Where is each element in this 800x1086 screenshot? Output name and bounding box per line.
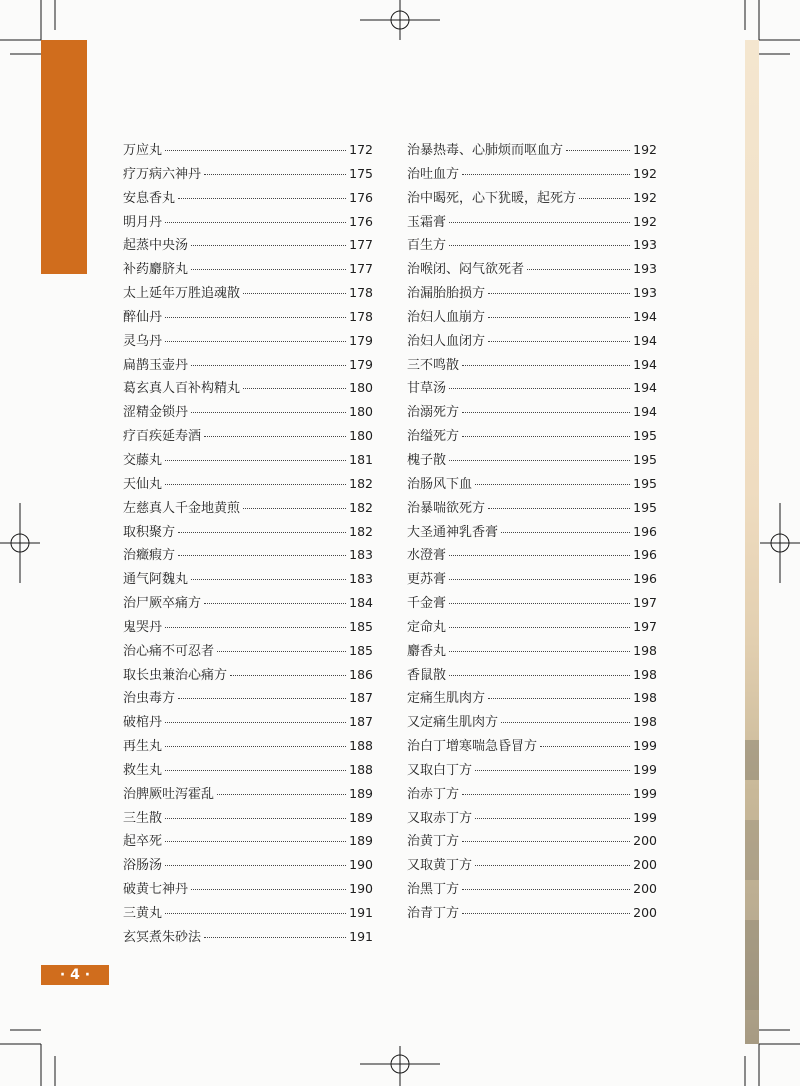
toc-entry-page: 192 — [633, 165, 657, 181]
dot-leader — [449, 245, 630, 246]
toc-entry-page: 183 — [349, 571, 373, 587]
dot-leader — [449, 388, 630, 389]
toc-entry-title: 疗万病六神丹 — [123, 166, 202, 182]
toc-entry[interactable] — [407, 425, 657, 449]
dot-leader — [230, 675, 346, 676]
dot-leader — [165, 222, 346, 223]
dot-leader — [501, 532, 630, 533]
toc-entry[interactable] — [123, 568, 373, 592]
toc-entry-page: 199 — [633, 809, 657, 825]
dot-leader — [217, 794, 346, 795]
dot-leader — [165, 818, 346, 819]
toc-entry[interactable] — [407, 377, 657, 401]
toc-entry-title: 葛玄真人百补构精丸 — [123, 381, 241, 397]
toc-entry[interactable] — [123, 521, 373, 545]
toc-entry-page: 195 — [633, 428, 657, 444]
toc-entry-title: 又取白丁方 — [407, 762, 473, 778]
toc-entry-title: 治肠风下血 — [407, 476, 473, 492]
toc-entry[interactable] — [407, 830, 657, 854]
toc-entry-title: 水澄膏 — [407, 548, 447, 564]
dot-leader — [488, 293, 630, 294]
toc-entry[interactable] — [407, 282, 657, 306]
toc-entry[interactable] — [407, 497, 657, 521]
toc-entry[interactable] — [123, 425, 373, 449]
toc-entry[interactable] — [407, 234, 657, 258]
dot-leader — [217, 651, 346, 652]
toc-entry[interactable] — [123, 902, 373, 926]
toc-entry-page: 191 — [349, 905, 373, 920]
dot-leader — [462, 412, 630, 413]
dot-leader — [165, 150, 346, 151]
dot-leader — [165, 865, 346, 866]
toc-entry-page: 180 — [349, 380, 373, 396]
toc-entry-page: 198 — [633, 642, 657, 658]
toc-entry-page: 185 — [349, 618, 373, 634]
toc-entry-title: 治暴热毒、心肺烦而呕血方 — [407, 143, 564, 158]
toc-entry-title: 治喉闭、闷气欲死者 — [407, 262, 525, 278]
toc-entry-page: 199 — [633, 785, 657, 801]
toc-entry[interactable] — [407, 616, 657, 640]
dot-leader — [488, 317, 630, 318]
toc-entry[interactable] — [123, 854, 373, 878]
toc-entry-page: 180 — [349, 428, 373, 444]
dot-leader — [579, 198, 630, 199]
toc-entry-title: 再生丸 — [123, 739, 163, 755]
toc-entry[interactable] — [123, 187, 373, 211]
toc-entry[interactable] — [407, 878, 657, 902]
toc-entry-title: 又取黄丁方 — [407, 858, 473, 874]
toc-entry-page: 187 — [349, 690, 373, 706]
toc-entry-title: 槐子散 — [407, 452, 447, 468]
toc-entry-title: 大圣通神乳香膏 — [407, 524, 499, 540]
dot-leader — [191, 269, 346, 270]
dot-leader — [449, 627, 630, 628]
toc-entry-page: 194 — [633, 404, 657, 420]
toc-entry[interactable] — [123, 377, 373, 401]
toc-entry[interactable] — [407, 592, 657, 616]
toc-entry-page: 188 — [349, 761, 373, 777]
dot-leader — [165, 460, 346, 461]
toc-entry-title: 取积聚方 — [123, 524, 176, 540]
toc-entry[interactable] — [407, 139, 657, 163]
toc-entry-page: 183 — [349, 547, 373, 563]
toc-entry-title: 取长虫兼治心痛方 — [123, 667, 228, 683]
dot-leader — [462, 841, 630, 842]
toc-entry-title: 交藤丸 — [123, 452, 163, 468]
toc-entry[interactable] — [123, 878, 373, 902]
toc-entry-page: 200 — [633, 881, 657, 897]
toc-entry[interactable] — [407, 807, 657, 831]
toc-entry[interactable] — [123, 139, 373, 163]
toc-entry-title: 玄冥煮朱砂法 — [123, 929, 202, 945]
dot-leader — [501, 722, 630, 723]
dot-leader — [165, 746, 346, 747]
dot-leader — [165, 341, 346, 342]
dot-leader — [540, 746, 630, 747]
toc-entry-page: 176 — [349, 189, 373, 205]
toc-entry-page: 189 — [349, 833, 373, 849]
toc-entry-page: 178 — [349, 308, 373, 324]
toc-entry-title: 左慈真人千金地黄煎 — [123, 500, 241, 516]
toc-column-left — [123, 139, 373, 950]
toc-entry[interactable] — [407, 521, 657, 545]
toc-entry-title: 百生方 — [407, 238, 447, 254]
dot-leader — [178, 198, 346, 199]
toc-entry-title: 灵乌丹 — [123, 333, 163, 349]
toc-entry-title: 破棺丹 — [123, 715, 163, 731]
toc-entry-page: 190 — [349, 857, 373, 873]
toc-entry[interactable] — [123, 807, 373, 831]
toc-entry[interactable] — [123, 473, 373, 497]
toc-entry-title: 起卒死 — [123, 834, 163, 850]
toc-entry-page: 194 — [633, 356, 657, 372]
dot-leader — [191, 365, 346, 366]
dot-leader — [566, 150, 630, 151]
toc-entry-title: 治吐血方 — [407, 166, 460, 182]
toc-entry-title: 更苏膏 — [407, 572, 447, 588]
dot-leader — [488, 698, 630, 699]
toc-entry-page: 198 — [633, 714, 657, 730]
dot-leader — [449, 579, 630, 580]
toc-entry-title: 破黄七神丹 — [123, 882, 189, 898]
toc-entry[interactable] — [123, 497, 373, 521]
toc-entry-page: 180 — [349, 404, 373, 420]
toc-entry-page: 199 — [633, 738, 657, 754]
toc-entry-title: 治心痛不可忍者 — [123, 643, 215, 659]
toc-entry-page: 172 — [349, 142, 373, 157]
toc-entry[interactable] — [123, 687, 373, 711]
dot-leader — [165, 317, 346, 318]
toc-entry-title: 涩精金锁丹 — [123, 405, 189, 421]
toc-entry[interactable] — [123, 449, 373, 473]
toc-entry-title: 治脾厥吐泻霍乱 — [123, 786, 215, 802]
toc-entry-title: 天仙丸 — [123, 476, 163, 492]
toc-entry[interactable] — [123, 401, 373, 425]
toc-entry-title: 通气阿魏丸 — [123, 572, 189, 588]
toc-entry-page: 177 — [349, 237, 373, 253]
toc-entry[interactable] — [123, 354, 373, 378]
toc-entry[interactable] — [407, 759, 657, 783]
toc-entry[interactable] — [123, 926, 373, 950]
toc-entry[interactable] — [123, 234, 373, 258]
toc-entry-title: 治缢死方 — [407, 429, 460, 445]
toc-entry-title: 鬼哭丹 — [123, 619, 163, 635]
toc-entry-title: 补药麝脐丸 — [123, 262, 189, 278]
toc-entry-title: 定痛生肌肉方 — [407, 691, 486, 707]
toc-entry-title: 治暴喘欲死方 — [407, 500, 486, 516]
toc-entry-page: 195 — [633, 475, 657, 491]
toc-entry[interactable] — [123, 759, 373, 783]
dot-leader — [527, 269, 630, 270]
toc-entry-page: 181 — [349, 451, 373, 467]
dot-leader — [449, 651, 630, 652]
dot-leader — [178, 532, 346, 533]
toc-entry-page: 184 — [349, 595, 373, 611]
toc-entry-title: 治妇人血崩方 — [407, 309, 486, 325]
toc-entry-page: 195 — [633, 451, 657, 467]
toc-entry-page: 193 — [633, 261, 657, 277]
dot-leader — [462, 794, 630, 795]
toc-entry-title: 治漏胎胎损方 — [407, 286, 486, 302]
toc-entry[interactable] — [123, 282, 373, 306]
toc-entry-page: 175 — [349, 165, 373, 181]
toc-entry[interactable] — [407, 449, 657, 473]
dot-leader — [462, 174, 630, 175]
toc-entry-title: 浴肠汤 — [123, 858, 163, 874]
toc-entry-page: 193 — [633, 237, 657, 253]
toc-entry-title: 治虫毒方 — [123, 691, 176, 707]
toc-entry-title: 治中暍死，心下犹暖，起死方 — [407, 190, 577, 206]
dot-leader — [462, 913, 630, 914]
toc-entry-title: 治黄丁方 — [407, 834, 460, 850]
toc-entry-title: 三生散 — [123, 810, 163, 826]
toc-entry[interactable] — [407, 306, 657, 330]
toc-entry-title: 又取赤丁方 — [407, 810, 473, 826]
dot-leader — [204, 603, 346, 604]
dot-leader — [462, 436, 630, 437]
dot-leader — [165, 484, 346, 485]
toc-entry-title: 起蒸中央汤 — [123, 238, 189, 254]
toc-entry[interactable] — [123, 258, 373, 282]
toc-entry-page: 177 — [349, 261, 373, 277]
toc-entry[interactable] — [407, 473, 657, 497]
toc-entry-page: 179 — [349, 356, 373, 372]
toc-entry[interactable] — [123, 783, 373, 807]
dot-leader — [488, 508, 630, 509]
toc-entry-title: 又定痛生肌肉方 — [407, 715, 499, 731]
toc-entry[interactable] — [123, 544, 373, 568]
toc-entry-page: 196 — [633, 523, 657, 539]
dot-leader — [204, 436, 346, 437]
dot-leader — [243, 293, 346, 294]
toc-entry-page: 189 — [349, 785, 373, 801]
toc-entry-title: 明月丹 — [123, 214, 163, 230]
toc-entry-page: 194 — [633, 308, 657, 324]
dot-leader — [449, 222, 630, 223]
toc-entry-page: 197 — [633, 595, 657, 611]
toc-entry[interactable] — [407, 163, 657, 187]
toc-entry[interactable] — [123, 592, 373, 616]
toc-entry-page: 187 — [349, 714, 373, 730]
dot-leader — [165, 913, 346, 914]
toc-entry[interactable] — [407, 640, 657, 664]
toc-entry-page: 193 — [633, 285, 657, 301]
toc-entry[interactable] — [407, 401, 657, 425]
toc-entry-page: 191 — [349, 928, 373, 944]
toc-entry-title: 治青丁方 — [407, 906, 460, 921]
toc-entry[interactable] — [407, 664, 657, 688]
dot-leader — [462, 889, 630, 890]
toc-entry-title: 香鼠散 — [407, 667, 447, 683]
dot-leader — [178, 698, 346, 699]
dot-leader — [449, 555, 630, 556]
toc-entry-page: 182 — [349, 523, 373, 539]
toc-entry-page: 200 — [633, 857, 657, 873]
toc-entry[interactable] — [407, 711, 657, 735]
toc-entry[interactable] — [123, 735, 373, 759]
toc-entry-title: 治白丁增寒喘急昏冒方 — [407, 739, 538, 755]
dot-leader — [475, 865, 630, 866]
toc-entry[interactable] — [123, 664, 373, 688]
dot-leader — [462, 365, 630, 366]
toc-entry[interactable] — [123, 306, 373, 330]
toc-column-right — [407, 139, 657, 926]
dot-leader — [204, 174, 346, 175]
toc-entry[interactable] — [407, 211, 657, 235]
toc-entry-title: 疗百疾延寿酒 — [123, 429, 202, 445]
page-number: · 4 · — [41, 965, 109, 985]
toc-entry[interactable] — [123, 830, 373, 854]
toc-entry[interactable] — [123, 640, 373, 664]
toc-entry-page: 190 — [349, 881, 373, 897]
toc-entry[interactable] — [407, 568, 657, 592]
toc-entry-page: 194 — [633, 380, 657, 396]
toc-entry-title: 治赤丁方 — [407, 786, 460, 802]
toc-entry-title: 治妇人血闭方 — [407, 333, 486, 349]
dot-leader — [165, 841, 346, 842]
dot-leader — [475, 770, 630, 771]
toc-entry-page: 189 — [349, 809, 373, 825]
toc-entry-page: 196 — [633, 571, 657, 587]
toc-entry-title: 安息香丸 — [123, 190, 176, 206]
dot-leader — [475, 818, 630, 819]
dot-leader — [243, 388, 346, 389]
toc-entry-title: 治尸厥卒痛方 — [123, 596, 202, 612]
chapter-tab-decoration — [41, 40, 87, 274]
toc-entry-page: 197 — [633, 618, 657, 634]
toc-entry[interactable] — [123, 330, 373, 354]
toc-entry-page: 182 — [349, 499, 373, 515]
toc-entry[interactable] — [123, 163, 373, 187]
dot-leader — [191, 579, 346, 580]
toc-entry-page: 178 — [349, 285, 373, 301]
dot-leader — [165, 722, 346, 723]
toc-entry-title: 万应丸 — [123, 143, 163, 158]
dot-leader — [165, 627, 346, 628]
toc-entry-title: 玉霜膏 — [407, 214, 447, 230]
toc-entry-page: 186 — [349, 666, 373, 682]
toc-entry-title: 扁鹊玉壶丹 — [123, 357, 189, 373]
dot-leader — [475, 484, 630, 485]
toc-entry[interactable] — [407, 687, 657, 711]
toc-entry-title: 甘草汤 — [407, 381, 447, 397]
toc-entry[interactable] — [407, 544, 657, 568]
toc-entry-title: 三黄丸 — [123, 906, 163, 921]
dot-leader — [191, 412, 346, 413]
toc-entry-title: 治癥瘕方 — [123, 548, 176, 564]
toc-entry-title: 治溺死方 — [407, 405, 460, 421]
toc-entry-page: 200 — [633, 833, 657, 849]
dot-leader — [449, 460, 630, 461]
dot-leader — [165, 770, 346, 771]
toc-entry-title: 千金膏 — [407, 596, 447, 612]
toc-entry-page: 192 — [633, 189, 657, 205]
toc-entry-title: 救生丸 — [123, 762, 163, 778]
toc-entry[interactable] — [407, 354, 657, 378]
dot-leader — [488, 341, 630, 342]
toc-entry-page: 192 — [633, 213, 657, 229]
toc-entry[interactable] — [407, 902, 657, 926]
toc-entry[interactable] — [407, 783, 657, 807]
dot-leader — [449, 603, 630, 604]
toc-entry[interactable] — [407, 258, 657, 282]
dot-leader — [204, 937, 346, 938]
toc-entry-title: 麝香丸 — [407, 643, 447, 659]
toc-entry[interactable] — [407, 330, 657, 354]
toc-entry-page: 198 — [633, 690, 657, 706]
toc-entry-title: 醉仙丹 — [123, 309, 163, 325]
toc-entry-page: 185 — [349, 642, 373, 658]
toc-entry-page: 192 — [633, 142, 657, 157]
toc-entry-title: 定命丸 — [407, 619, 447, 635]
toc-entry-title: 三不鸣散 — [407, 357, 460, 373]
toc-entry[interactable] — [123, 616, 373, 640]
toc-entry[interactable] — [407, 854, 657, 878]
toc-entry[interactable] — [407, 735, 657, 759]
toc-entry-page: 176 — [349, 213, 373, 229]
toc-entry-page: 200 — [633, 905, 657, 920]
dot-leader — [178, 555, 346, 556]
toc-entry[interactable] — [407, 187, 657, 211]
dot-leader — [191, 245, 346, 246]
toc-entry-page: 188 — [349, 738, 373, 754]
toc-entry-page: 196 — [633, 547, 657, 563]
toc-entry-page: 198 — [633, 666, 657, 682]
toc-entry-page: 199 — [633, 761, 657, 777]
dot-leader — [191, 889, 346, 890]
toc-entry[interactable] — [123, 211, 373, 235]
toc-entry-page: 194 — [633, 332, 657, 348]
dot-leader — [243, 508, 346, 509]
dot-leader — [449, 675, 630, 676]
toc-entry-title: 治黑丁方 — [407, 882, 460, 898]
toc-entry[interactable] — [123, 711, 373, 735]
toc-entry-page: 182 — [349, 475, 373, 491]
landscape-painting-strip — [745, 40, 759, 1044]
toc-entry-page: 179 — [349, 332, 373, 348]
toc-entry-title: 太上延年万胜追魂散 — [123, 286, 241, 302]
toc-entry-page: 195 — [633, 499, 657, 515]
